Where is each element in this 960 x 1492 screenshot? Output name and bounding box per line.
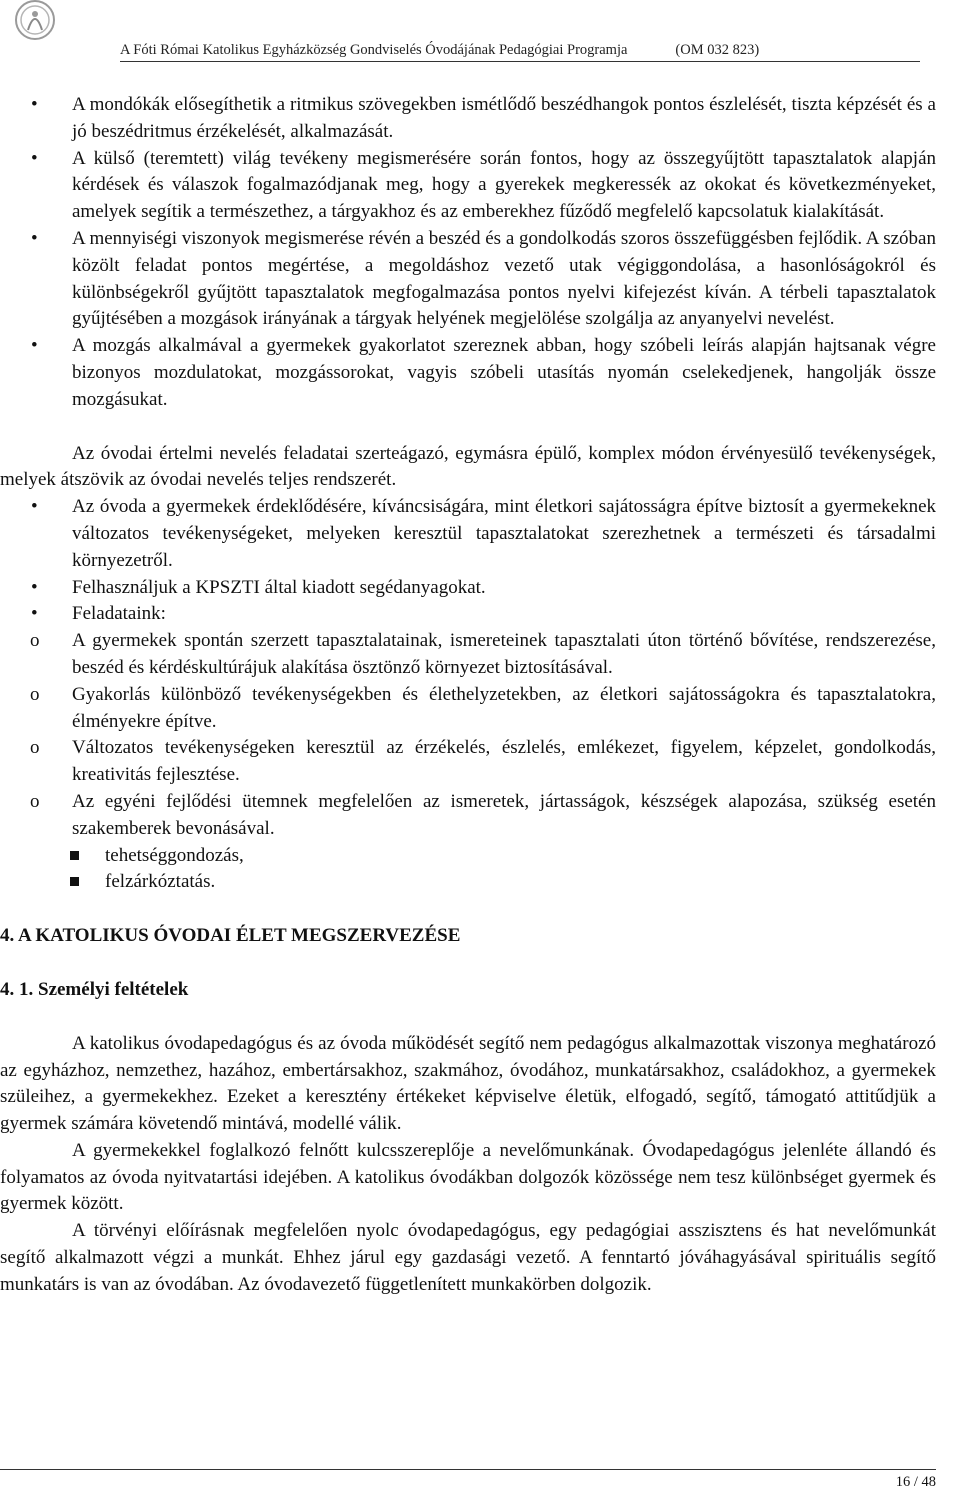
header-om-code: (OM 032 823) [675,42,760,58]
list-item: o Az egyéni fejlődési ütemnek megfelelően az ismeretek, jártasságok, készségek alapozása, szükség esetén szakemberek bevonásával. [0,789,936,843]
church-logo-icon [4,0,66,46]
list-item: • Feladataink: [0,601,936,628]
bullet-list-mid [0,494,936,628]
task-list [0,628,936,842]
list-item: tehetséggondozás, [0,843,936,870]
list-item: • Felhasználjuk a KPSZTI által kiadott segédanyagokat. [0,575,936,602]
section-heading: 4. A KATOLIKUS ÓVODAI ÉLET MEGSZERVEZÉSE [0,925,461,947]
subsection-heading: 4. 1. Személyi feltételek [0,978,189,1000]
list-item: o Változatos tevékenységeken keresztül az érzékelés, észlelés, emlékezet, figyelem, képzelet, gondolkodás, kreativitás fejlesztése. [0,735,936,789]
footer-divider [0,1469,936,1470]
header-title [120,42,759,59]
paragraph: A törvényi előírásnak megfelelően nyolc óvodapedagógus, egy pedagógiai asszisztens és hat nevelőmunkát segítő alkalmazott végzi a munkát. Ehhez járul egy gazdasági vezető. A fenntartó jóváhagyásával spirituális segítő munkatárs is van az óvodában. Az óvodavezető függetlenített munkakörben dolgozik. [0,1220,936,1295]
page-content [0,92,936,1299]
list-item: o A gyermekek spontán szerzett tapasztalatainak, ismereteinek tapasztalati úton történő bővítése, rendszerezése, beszéd és kérdéskultúrájuk alakítása ösztönző környezet biztosításával. [0,628,936,682]
list-item: • A mennyiségi viszonyok megismerése révén a beszéd és a gondolkodás szoros összefüggésben fejlődik. A szóban közölt feladat pontos megértése, a megoldáshoz vezető utak végiggondolása, a hasonlóságokról és különbségekről gyűjtött tapasztalatok megfogalmazása pontos nyelvi kifejezést kíván. A térbeli tapasztalatok gyűjtésében a mozgások irányának a tárgyak helyének megjelölése szolgálja az anyanyelvi nevelést. [0,226,936,333]
header-divider [120,61,920,62]
header-program-title: A Fóti Római Katolikus Egyházközség Gondviselés Óvodájának Pedagógiai Programja [120,42,628,58]
page-number: 16 / 48 [895,1474,936,1490]
page-header [0,0,960,64]
paragraph-intellectual-education: Az óvodai értelmi nevelés feladatai szerteágazó, egymásra épülő, komplex módon érvényesülő tevékenységek, melyek átszövik az óvodai nevelés teljes rendszerét. [0,442,936,491]
list-item: o Gyakorlás különböző tevékenységekben és élethelyzetekben, az életkori sajátosságokra és tapasztalatokra, élményekre építve. [0,682,936,736]
paragraph: A gyermekekkel foglalkozó felnőtt kulcsszereplője a nevelőmunkának. Óvodapedagógus jelenléte állandó és folyamatos az óvoda nyitvatartási idejében. A katolikus óvodákban dolgozók közössége nem tesz különbséget gyermek és gyermek között. [0,1139,936,1215]
list-item: • A mozgás alkalmával a gyermekek gyakorlatot szereznek abban, hogy szóbeli leírás alapján hajtsanak végre bizonyos mozdulatokat, mozgássorokat, vagyis szóbeli utasítás nyomán cselekedjenek, hangolják össze mozgásukat. [0,333,936,413]
bullet-list-top [0,92,936,414]
list-item: felzárkóztatás. [0,869,936,896]
list-item: • A mondókák elősegíthetik a ritmikus szövegekben ismétlődő beszédhangok pontos észlelését, tiszta képzését és a jó beszédritmus érzékelését, alkalmazását. [0,92,936,146]
list-item: • Az óvoda a gyermekek érdeklődésére, kíváncsiságára, mint életkori sajátosságra építve biztosít a gyermekeknek változatos tevékenységeket, melyeken keresztül tapasztalatokat szerezhetnek a természeti és társadalmi környezetről. [0,494,936,574]
subtask-list [0,843,936,897]
paragraph: A katolikus óvodapedagógus és az óvoda működését segítő nem pedagógus alkalmazottak viszonya meghatározó az egyházhoz, nemzethez, hazához, embertársakhoz, szakmához, óvodához, munkatársakhoz, családokhoz, a gyermekek szüleihez, a gyermekekhez. Ezeket a keresztény értékeket képviselve életük, elfogadó, segítő, támogató attitűdjük a gyermek számára követendő mintává, modellé válik. [0,1032,936,1135]
list-item: • A külső (teremtett) világ tevékeny megismerésére során fontos, hogy az összegyűjtött tapasztalatok alapján kérdések és válaszok fogalmazódjanak meg, hogy a gyerekek megkeressék az okokat és következményeket, amelyek segítik a természethez, a tárgyakhoz és az emberekhez fűződő megfelelő kapcsolatuk kialakítását. [0,146,936,226]
